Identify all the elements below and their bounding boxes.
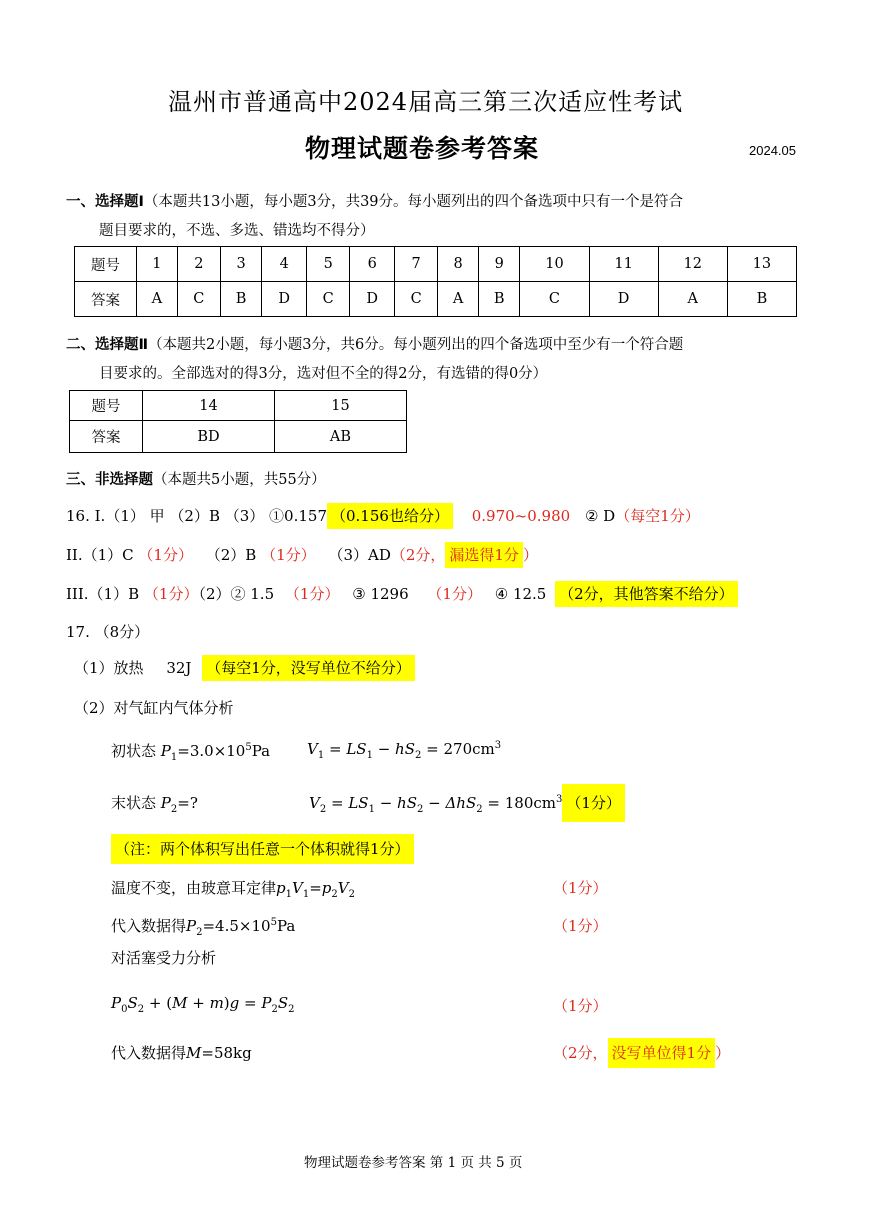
answer-cell: D	[262, 282, 307, 317]
q17-part1-answer: （1）放热	[74, 659, 144, 677]
mass-score-a: （2分，	[553, 1044, 608, 1062]
note-line	[111, 838, 414, 859]
initial-unit: Pa	[251, 742, 271, 760]
v1-equation: $V_1 = LS_1 - hS_2 = 270cm^3$	[307, 740, 502, 761]
part2-desc: （本题共2小题，每小题3分，共6分。每小题列出的四个备选项中至少有一个符合题	[148, 337, 684, 353]
mass-line: 代入数据得M=58kg	[111, 1044, 252, 1062]
mass-text: 代入数据得	[111, 1044, 187, 1062]
force-equation: $P_0S_2 + (M + m)g = P_2S_2$	[111, 994, 295, 1015]
question-cell: 3	[220, 247, 261, 282]
force-score: （1分）	[553, 997, 608, 1015]
part2-answer-table	[69, 390, 407, 453]
question-cell: 15	[275, 391, 407, 421]
q16-part2-highlight: 漏选得1分	[445, 542, 523, 568]
question-cell: 10	[520, 247, 589, 282]
mass-score	[553, 1042, 730, 1063]
q16-part2-score1: （1分）	[138, 546, 193, 564]
answer-cell: BD	[143, 421, 275, 453]
part2-desc-line2: 目要求的。全部选对的得3分，选对但不全的得2分，有选错的得0分）	[99, 366, 548, 382]
initial-state: 初状态 $P_1=3.0\times 10^5Pa$	[111, 742, 271, 763]
answer-cell: C	[395, 282, 438, 317]
row-label: 答案	[75, 282, 137, 317]
row-label: 题号	[75, 247, 137, 282]
answer-cell: B	[220, 282, 261, 317]
substitute-text: 代入数据得	[111, 917, 187, 935]
question-cell: 6	[350, 247, 395, 282]
v2-equation: $V_2 = LS_1 - hS_2 - \Delta hS_2 = 180cm^3$ （1分）	[309, 792, 625, 815]
answer-cell: C	[307, 282, 350, 317]
v1-value: = 270cm	[421, 740, 495, 758]
answer-cell: D	[589, 282, 658, 317]
final-label: 末状态	[111, 794, 157, 812]
q16-part2-b: （2）B	[205, 546, 257, 564]
q16-part3-score3: （1分）	[427, 585, 482, 603]
q16-part2-score2: （1分）	[261, 546, 316, 564]
question-cell: 9	[478, 247, 519, 282]
part1-desc-line2: 题目要求的，不选、多选、错选均不得分）	[99, 223, 375, 239]
q16-part2-c: （3）AD	[328, 546, 391, 564]
q17-part1	[74, 657, 415, 678]
q16-part3-b: （2）② 1.5	[198, 585, 275, 603]
exam-date: 2024.05	[749, 143, 796, 158]
q17-part1-value: 32J	[166, 659, 192, 677]
substitute-score: （1分）	[553, 917, 608, 935]
answer-cell: B	[727, 282, 796, 317]
part1-desc: （本题共13小题，每小题3分，共39分。每小题列出的四个备选项中只有一个是符合	[143, 194, 684, 210]
q16-part3-c: ③ 1296	[352, 585, 409, 603]
v2-rest2: − ΔhS	[423, 794, 477, 812]
question-cell: 2	[177, 247, 220, 282]
part3-desc: （本题共5小题，共55分）	[153, 472, 326, 488]
part1-answer-row	[75, 282, 797, 317]
answer-cell: D	[350, 282, 395, 317]
q16-part3-highlight: （2分，其他答案不给分）	[555, 581, 738, 607]
page-title: 物理试题卷参考答案	[305, 134, 540, 163]
answer-cell: C	[520, 282, 589, 317]
part2-line1	[66, 333, 683, 354]
initial-pressure: =3.0×10	[177, 742, 246, 760]
answer-cell: A	[658, 282, 727, 317]
question-cell: 8	[438, 247, 479, 282]
answer-cell: AB	[275, 421, 407, 453]
v2-eq: = LS	[331, 794, 369, 812]
q17-heading: 17. （8分）	[66, 623, 150, 641]
boyle-line: 温度不变，由玻意耳定律$p_1V_1=p_2V_2$	[111, 879, 355, 900]
part1-answer-table	[74, 246, 797, 317]
v2-score-highlight: （1分）	[562, 784, 625, 822]
part1-question-row	[75, 247, 797, 282]
question-cell: 13	[727, 247, 796, 282]
question-cell: 11	[589, 247, 658, 282]
initial-label: 初状态	[111, 742, 157, 760]
row-label: 答案	[70, 421, 143, 453]
row-label: 题号	[70, 391, 143, 421]
final-state: 末状态 $P_2=$?	[111, 794, 198, 815]
part3-line	[66, 468, 326, 489]
force-analysis: 对活塞受力分析	[111, 949, 217, 967]
answer-cell: C	[177, 282, 220, 317]
question-cell: 4	[262, 247, 307, 282]
q16-part1-range: 0.970~0.980	[471, 507, 571, 525]
q16-part1-score: （每空1分）	[615, 507, 700, 525]
q17-part2-heading: （2）对气缸内气体分析	[74, 699, 234, 717]
part2-heading: 二、选择题Ⅱ	[66, 337, 149, 353]
answer-cell: A	[438, 282, 479, 317]
q16-line2	[66, 544, 538, 565]
note-highlight: （注：两个体积写出任意一个体积就得1分）	[111, 834, 414, 864]
part2-answer-row	[70, 421, 407, 453]
v1-rest: − hS	[372, 740, 415, 758]
q16-part2-close: ）	[522, 546, 538, 564]
part1-heading: 一、选择题Ⅰ	[66, 194, 144, 210]
q16-part1-answer-d: ② D	[584, 507, 616, 525]
v2-rest1: − hS	[374, 794, 417, 812]
q16-part1-answers: 16. I.（1） 甲 （2）B （3） ①0.157	[66, 507, 327, 525]
q16-line3	[66, 583, 738, 604]
boyle-text: 温度不变，由玻意耳定律	[111, 879, 277, 897]
mass-score-b: ）	[715, 1044, 731, 1062]
q16-part2-a: II.（1）C	[66, 546, 134, 564]
part2-question-row	[70, 391, 407, 421]
substitute-line: 代入数据得$P_2=4.5\times 10^5Pa$	[111, 917, 296, 938]
q16-part3-d: ④ 12.5	[494, 585, 547, 603]
answer-cell: B	[478, 282, 519, 317]
q16-part3-score1: （1分）	[143, 585, 199, 603]
question-cell: 5	[307, 247, 350, 282]
question-cell: 7	[395, 247, 438, 282]
page-footer: 物理试题卷参考答案 第 1 页 共 5 页	[304, 1155, 523, 1171]
q16-part3-a: III.（1）B	[66, 585, 140, 603]
mass-value: =58kg	[201, 1044, 252, 1062]
substitute-value: =4.5×10	[202, 917, 271, 935]
v2-value: = 180cm	[482, 794, 556, 812]
v1-eq: = LS	[329, 740, 367, 758]
question-cell: 14	[143, 391, 275, 421]
exam-title: 温州市普通高中2024届高三第三次适应性考试	[168, 88, 684, 116]
answer-cell: A	[137, 282, 178, 317]
boyle-score: （1分）	[553, 879, 608, 897]
q16-part1-highlight: （0.156也给分）	[327, 503, 453, 529]
q17-part1-highlight: （每空1分，没写单位不给分）	[202, 655, 415, 681]
mass-score-highlight: 没写单位得1分	[608, 1038, 716, 1068]
question-cell: 12	[658, 247, 727, 282]
q16-line1	[66, 505, 700, 526]
q16-part2-score3: （2分，	[390, 546, 446, 564]
final-pressure: =?	[177, 794, 198, 812]
part1-line1	[66, 190, 683, 211]
q16-part3-score2: （1分）	[284, 585, 340, 603]
question-cell: 1	[137, 247, 178, 282]
part3-heading: 三、非选择题	[66, 472, 153, 488]
